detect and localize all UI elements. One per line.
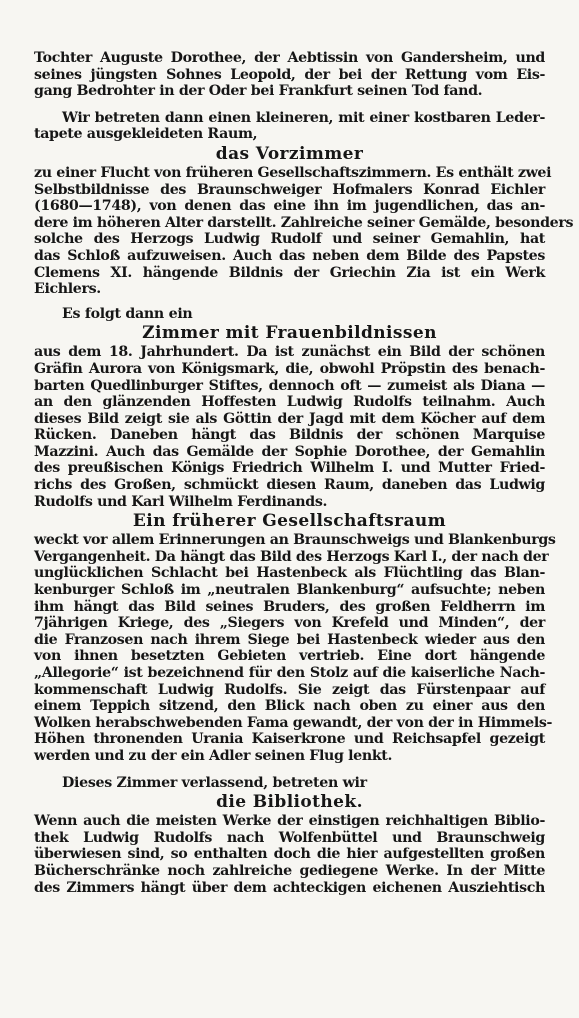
text-line: die Franzosen nach ihrem Siege bei Hastenbeck wieder aus den (34, 631, 545, 648)
text-line: Mazzini. Auch das Gemälde der Sophie Dorothee, der Gemahlin (34, 443, 545, 460)
text-line: ihm hängt das Bild seines Bruders, des großen Feldherrn im (34, 598, 545, 615)
text-line: Wolken herabschwebenden Fama gewandt, der von der in Himmels- (34, 714, 553, 731)
text-line: 7jährigen Kriege, des „Siegers von Krefeld und Minden“, der (34, 615, 545, 632)
text-line: Selbstbildnisse des Braunschweiger Hofmalers Konrad Eichler (34, 181, 545, 198)
text-line: Vergangenheit. Da hängt das Bild des Herzogs Karl I., der nach der (34, 548, 549, 565)
text-line: Höhen thronenden Urania Kaiserkrone und Reichsapfel gezeigt (34, 731, 545, 748)
text-line: aus dem 18. Jahrhundert. Da ist zunächst ein Bild der schönen (34, 344, 545, 361)
paragraph-gesellschaftsraum (34, 532, 556, 764)
text-line: Wir betreten dann einen kleineren, mit einer kostbaren Leder- (62, 109, 545, 126)
paragraph-enter-room (34, 110, 545, 143)
text-line: überwiesen sind, so enthalten doch die hier aufgestellten großen (34, 846, 545, 863)
section-heading-bibliothek: die Bibliothek. (216, 792, 363, 813)
text-line: kenburger Schloß im „neutralen Blankenburg“ aufsuchte; neben (34, 582, 545, 599)
text-line: des Zimmers hängt über dem achteckigen eichenen Ausziehtisch (34, 879, 545, 896)
text-line: das Schloß aufzuweisen. Auch das neben dem Bilde des Papstes (34, 247, 545, 264)
intro-line-bibliothek: Dieses Zimmer verlassend, betreten wir (62, 774, 367, 791)
paragraph-bibliothek (34, 813, 545, 896)
text-line: dere im höheren Alter darstellt. Zahlreiche seiner Gemälde, besonders (34, 214, 574, 231)
text-line: des preußischen Königs Friedrich Wilhelm I. und Mutter Fried- (34, 460, 545, 477)
text-line: tapete ausgekleideten Raum, (34, 126, 258, 143)
paragraph-family-portraits (34, 50, 545, 100)
text-line: Clemens XI. hängende Bildnis der Griechin Zia ist ein Werk (34, 264, 545, 281)
text-line: richs des Großen, schmückt diesen Raum, daneben das Ludwig (34, 477, 545, 494)
text-line: Rücken. Daneben hängt das Bildnis der schönen Marquise (34, 427, 545, 444)
text-line: solche des Herzogs Ludwig Rudolf und seiner Gemahlin, hat (34, 231, 545, 248)
text-line: dieses Bild zeigt sie als Göttin der Jagd mit dem Köcher auf dem (34, 410, 545, 427)
text-line: von ihnen besetzten Gebieten vertrieb. Eine dort hängende (34, 648, 545, 665)
text-line: thek Ludwig Rudolfs nach Wolfenbüttel und Braunschweig (34, 829, 545, 846)
text-line: „Allegorie“ ist bezeichnend für den Stolz auf die kaiserliche Nach- (34, 665, 545, 681)
section-heading-vorzimmer: das Vorzimmer (215, 143, 364, 164)
text-line: Eichlers. (34, 281, 101, 298)
text-line: Rudolfs und Karl Wilhelm Ferdinands. (34, 493, 328, 510)
text-line: zu einer Flucht von früheren Gesellschaftszimmern. Es enthält zwei (34, 164, 552, 181)
intro-line-frauenbildnisse: Es folgt dann ein (62, 305, 193, 322)
text-line: weckt vor allem Erinnerungen an Braunschweigs und Blankenburgs (34, 532, 556, 549)
text-line: einem Teppich sitzend, den Blick nach oben zu einer aus den (34, 698, 545, 715)
text-line: seines jüngsten Sohnes Leopold, der bei der Rettung vom Eis- (34, 66, 545, 83)
text-line: Wenn auch die meisten Werke der einstigen reichhaltigen Biblio- (34, 813, 545, 830)
text-line: kommenschaft Ludwig Rudolfs. Sie zeigt das Fürstenpaar auf (34, 681, 545, 698)
section-heading-frauenbildnisse: Zimmer mit Frauenbildnissen (142, 323, 437, 344)
text-line: barten Quedlinburger Stiftes, dennoch oft — zumeist als Diana — (34, 377, 545, 394)
paragraph-frauenbildnisse (34, 344, 545, 510)
text-line: (1680—1748), von denen das eine ihn im jugendlichen, das an- (34, 198, 545, 215)
text-line: gang Bedrohter in der Oder bei Frankfurt seinen Tod fand. (34, 83, 483, 100)
text-line: an den glänzenden Hoffesten Ludwig Rudolfs teilnahm. Auch (34, 394, 545, 411)
text-line: Bücherschränke noch zahlreiche gediegene Werke. In der Mitte (34, 862, 545, 879)
text-line: Gräfin Aurora von Königsmark, die, obwohl Pröpstin des benach- (34, 360, 545, 377)
text-line: Tochter Auguste Dorothee, der Aebtissin von Gandersheim, und (34, 50, 545, 66)
text-line: werden und zu der ein Adler seinen Flug lenkt. (34, 747, 393, 764)
paragraph-vorzimmer (34, 164, 574, 298)
section-heading-gesellschaftsraum: Ein früherer Gesellschaftsraum (132, 511, 447, 532)
text-line: unglücklichen Schlacht bei Hastenbeck als Flüchtling das Blan- (34, 565, 545, 582)
